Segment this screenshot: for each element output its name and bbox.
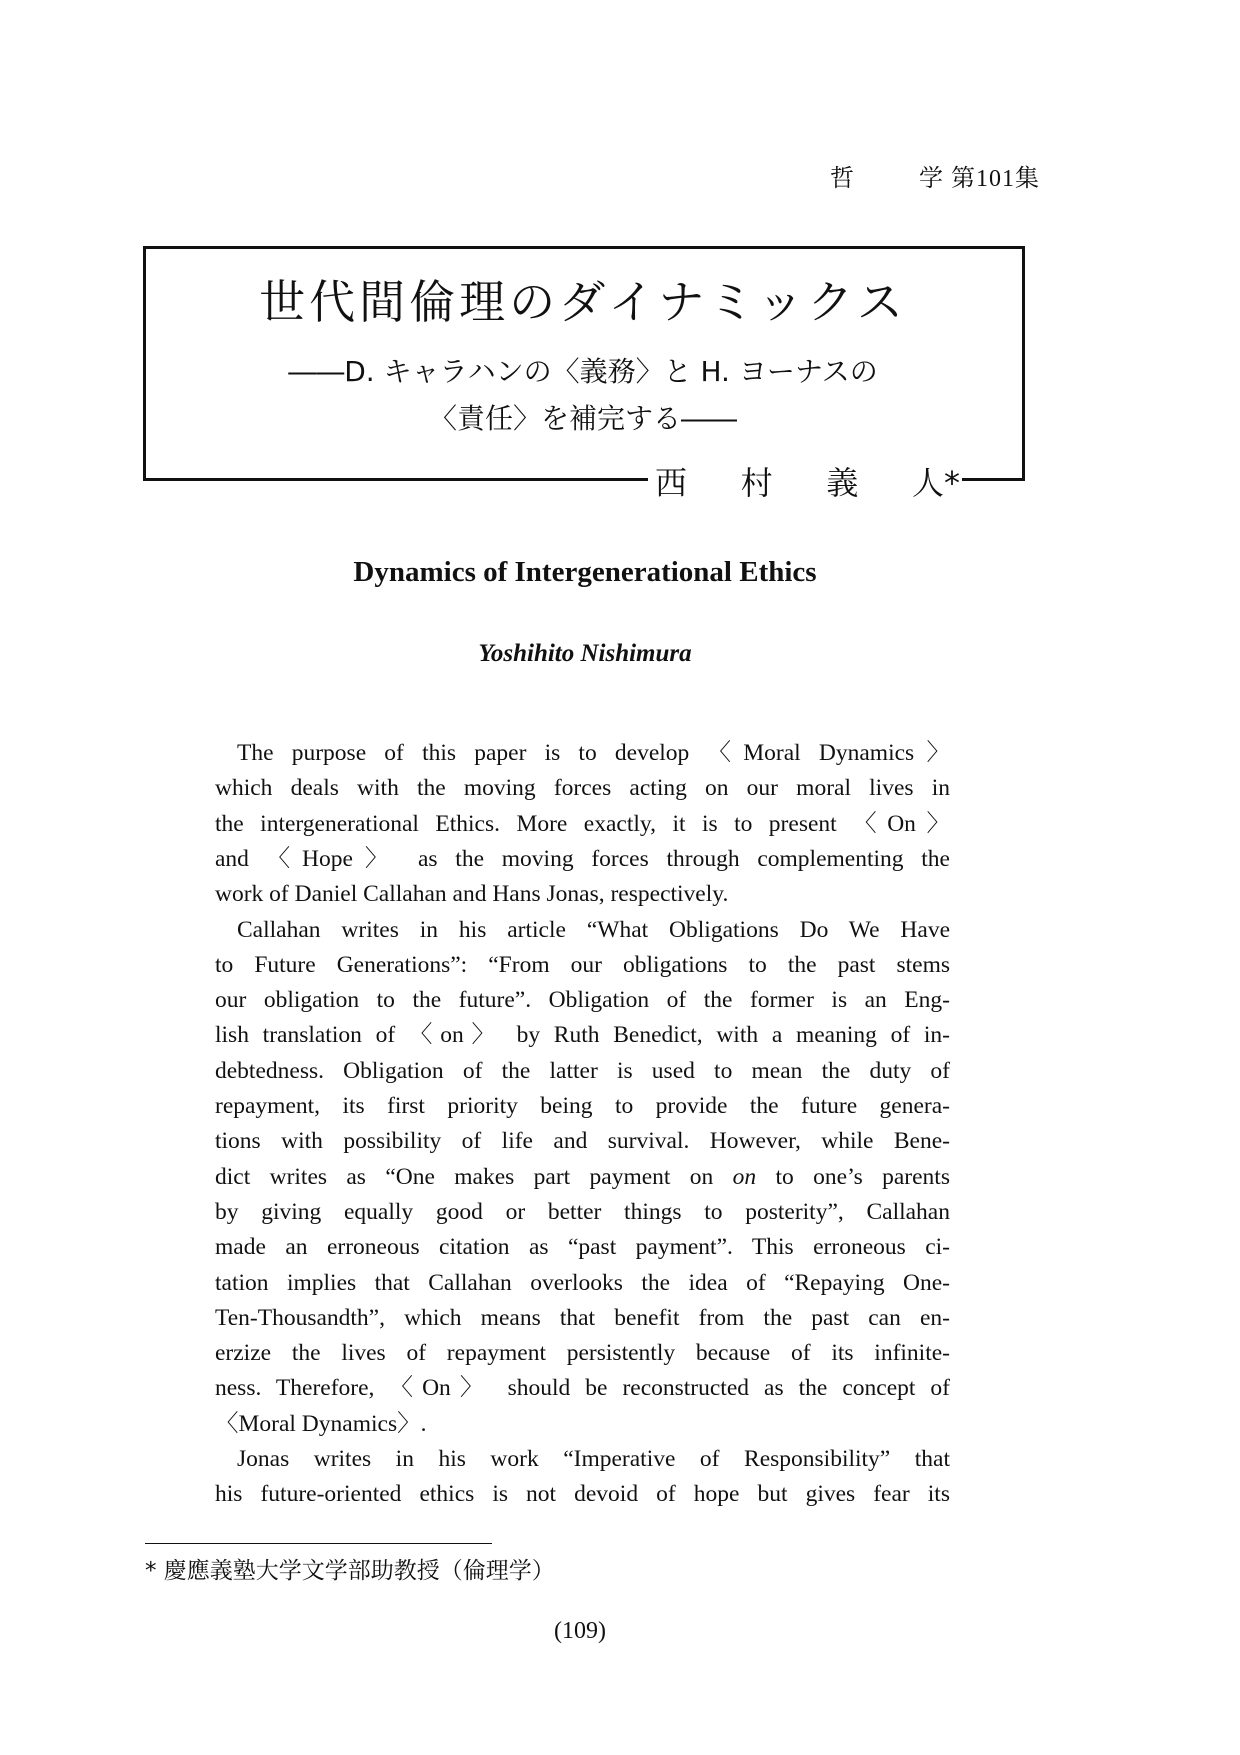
body-line xyxy=(215,985,950,1015)
body-line xyxy=(215,879,950,909)
title-box-rule-left xyxy=(143,478,648,481)
body-line xyxy=(215,1232,950,1262)
body-line-text: The purpose of this paper is to develop 〈Moral Dynamics〉 xyxy=(237,740,950,766)
english-author: Yoshihito Nishimura xyxy=(478,640,692,667)
body-line-text: debtedness. Obligation of the latter is used to mean the duty of xyxy=(215,1057,950,1084)
body-line xyxy=(215,1338,950,1368)
body-line-italic: on xyxy=(732,1163,757,1190)
author-char: 西 xyxy=(655,464,688,502)
japanese-subtitle-line-2: 〈責任〉を補完する―― xyxy=(428,402,737,435)
footnote-rule xyxy=(145,1543,492,1544)
body-line-text: lish translation of 〈on〉 by Ruth Benedict, with a meaning of in- xyxy=(215,1022,950,1049)
body-line xyxy=(215,1409,950,1439)
body-line-text: by giving equally good or better things to posterity”, Callahan xyxy=(215,1198,950,1225)
body-line-text: our obligation to the future”. Obligation of the former is an Eng- xyxy=(215,987,950,1014)
body-line-text: tation implies that Callahan overlooks the idea of “Repaying One- xyxy=(215,1269,950,1296)
journal-name-issue: 学 第101集 xyxy=(919,166,1040,192)
body-line-text: Jonas writes in his work “Imperative of Responsibility” that xyxy=(237,1446,950,1472)
body-line-text: erzize the lives of repayment persistently because of its infinite- xyxy=(215,1340,950,1367)
body-line-text: tions with possibility of life and survival. However, while Bene- xyxy=(215,1128,950,1155)
journal-header xyxy=(830,158,1040,193)
footnote: * 慶應義塾大学文学部助教授（倫理学） xyxy=(145,1558,555,1584)
japanese-title: 世代間倫理のダイナミックス xyxy=(259,275,907,329)
japanese-author xyxy=(655,458,960,504)
body-line-text: the intergenerational Ethics. More exactly, it is to present 〈On〉 xyxy=(215,810,950,837)
body-line-text: dict writes as “One makes part payment on xyxy=(215,1163,733,1190)
body-line xyxy=(215,950,950,980)
body-line-text: which deals with the moving forces acting on our moral lives in xyxy=(215,775,950,802)
author-char: 人* xyxy=(911,464,960,502)
english-title: Dynamics of Intergenerational Ethics xyxy=(353,556,817,588)
body-line xyxy=(215,1056,950,1086)
author-char: 村 xyxy=(740,464,773,502)
body-line-text: Callahan writes in his article “What Obligations Do We Have xyxy=(237,916,950,943)
title-box-rule-right xyxy=(962,478,1022,481)
body-line xyxy=(215,1479,950,1509)
body-line xyxy=(215,1268,950,1298)
japanese-subtitle-line-1: ――D. キャラハンの〈義務〉と H. ヨーナスの xyxy=(288,355,878,388)
body-line xyxy=(237,738,950,768)
body-line xyxy=(215,844,950,874)
body-line xyxy=(215,1303,950,1333)
body-line-text: his future-oriented ethics is not devoid of hope but gives fear its xyxy=(215,1481,950,1508)
body-line xyxy=(215,1197,950,1227)
body-line-text: work of Daniel Callahan and Hans Jonas, respectively. xyxy=(215,881,729,908)
body-line xyxy=(215,1020,950,1050)
body-line xyxy=(215,1126,950,1156)
body-line-text: Ten-Thousandth”, which means that benefit from the past can en- xyxy=(215,1304,950,1331)
body-line-text: 〈Moral Dynamics〉. xyxy=(215,1410,427,1437)
body-line xyxy=(237,1444,950,1474)
body-line xyxy=(215,773,950,803)
journal-name-left: 哲 xyxy=(830,166,855,192)
body-line xyxy=(215,1162,950,1192)
body-line xyxy=(237,915,950,945)
body-line-text: to one’s parents xyxy=(756,1163,950,1190)
body-line-text: and 〈Hope〉 as the moving forces through complementing the xyxy=(215,845,950,872)
body-line xyxy=(215,809,950,839)
body-line xyxy=(215,1091,950,1121)
page-number: (109) xyxy=(554,1618,606,1644)
body-line-text: repayment, its first priority being to provide the future genera- xyxy=(215,1093,950,1119)
body-line-text: made an erroneous citation as “past payment”. This erroneous ci- xyxy=(215,1234,950,1261)
body-line xyxy=(215,1373,950,1403)
body-line-text: to Future Generations”: “From our obligations to the past stems xyxy=(215,951,950,978)
body-line-text: ness. Therefore, 〈On〉 should be reconstructed as the concept of xyxy=(215,1375,950,1402)
author-char: 義 xyxy=(826,464,859,502)
